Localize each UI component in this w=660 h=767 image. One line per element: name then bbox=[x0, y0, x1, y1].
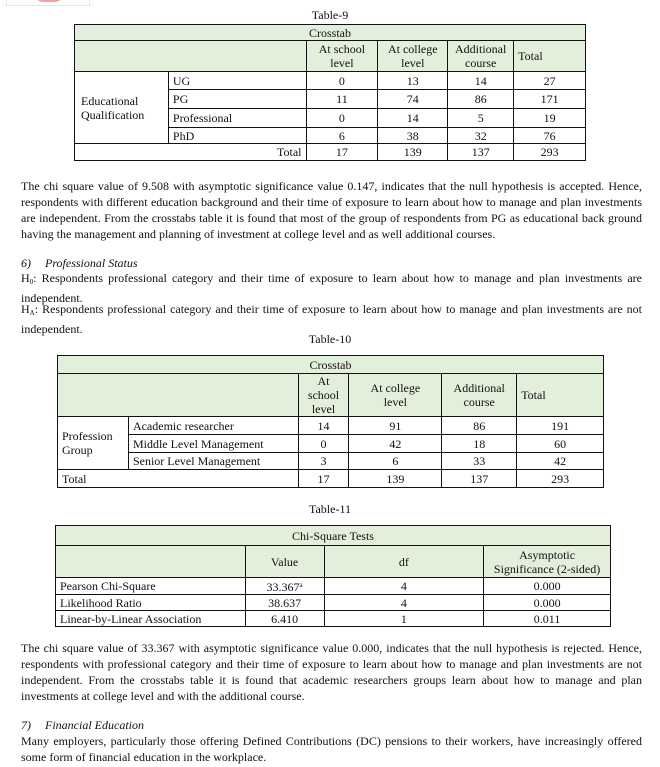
cell: 0.000 bbox=[484, 595, 611, 611]
cell: 137 bbox=[442, 470, 517, 488]
table-row bbox=[56, 611, 611, 627]
table11-col-df: df bbox=[324, 546, 484, 578]
table-row bbox=[58, 435, 604, 453]
table10-col-total: Total bbox=[517, 374, 604, 417]
cell: 17 bbox=[306, 144, 378, 161]
table9-col-total: Total bbox=[514, 41, 586, 72]
cell: 33 bbox=[442, 453, 517, 470]
cell: 33.367$^a$ bbox=[245, 578, 324, 595]
row-label: Linear-by-Linear Association bbox=[56, 611, 246, 627]
cell: 0.011 bbox=[484, 611, 611, 627]
table9-group-label: Educational Qualification bbox=[75, 72, 169, 144]
row-label: Senior Level Management bbox=[128, 453, 298, 470]
table10-group-label: Profession Group bbox=[58, 417, 129, 470]
table11 bbox=[55, 525, 611, 627]
cell: 191 bbox=[517, 417, 604, 435]
cell: 27 bbox=[514, 72, 586, 90]
table10-corner bbox=[58, 374, 299, 417]
row-label: Pearson Chi-Square bbox=[56, 578, 246, 595]
cell: 76 bbox=[514, 128, 586, 144]
cell: 293 bbox=[514, 144, 586, 161]
section7-paragraph: Many employers, particularly those offering Defined Contributions (DC) pensions to their workers, have increasingly offered some form of financial education in the workplace. bbox=[21, 734, 642, 764]
cell: 14 bbox=[378, 109, 448, 128]
cell: 91 bbox=[349, 417, 442, 435]
cell: 42 bbox=[517, 453, 604, 470]
table10-col-school: At school level bbox=[298, 374, 349, 417]
logo-fragment bbox=[6, 0, 90, 6]
row-label: PhD bbox=[168, 128, 306, 144]
total-label: Total bbox=[75, 144, 307, 161]
paragraph-table11-interpretation: The chi square value of 33.367 with asymptotic significance value 0.000, indicates that the null hypothesis is rejected. Hence, respondents with professional category and their time of exposure to learn about how to manage and plan investments are not independent. From the crosstabs table it is found that academic researchers groups learn about how to manage and plan investments at college level and with the additional course. bbox=[21, 641, 642, 703]
table-row bbox=[56, 595, 611, 611]
row-label: Middle Level Management bbox=[128, 435, 298, 453]
cell: 86 bbox=[448, 90, 514, 109]
paragraph-table9-interpretation: The chi square value of 9.508 with asymptotic significance value 0.147, indicates that the null hypothesis is accepted. Hence, respondents with different education background and their time of exposure to learn about how to manage and plan investments are independent. From the crosstabs table it is found that most of the group of respondents from PG as educational back ground having the management and planning of investment at college level and as well additional courses. bbox=[21, 179, 642, 241]
cell: 6 bbox=[306, 128, 378, 144]
row-label: Professional bbox=[168, 109, 306, 128]
table9-corner bbox=[75, 41, 307, 72]
hypothesis-h0: $H_0$: Respondents professional category and their time of exposure to learn about how to manage and plan investments are independent. bbox=[21, 271, 642, 305]
table10-caption: Table-10 bbox=[308, 332, 352, 346]
cell: 139 bbox=[378, 144, 448, 161]
cell: 3 bbox=[298, 453, 349, 470]
cell: 293 bbox=[517, 470, 604, 488]
table-row bbox=[58, 453, 604, 470]
cell: 6.410 bbox=[245, 611, 324, 627]
cell: 0 bbox=[298, 435, 349, 453]
table10-col-college: At college level bbox=[349, 374, 442, 417]
cell: 38.637 bbox=[245, 595, 324, 611]
table9-col-college: At college level bbox=[378, 41, 448, 72]
cell: 139 bbox=[349, 470, 442, 488]
table-total-row bbox=[58, 470, 604, 488]
cell: 137 bbox=[448, 144, 514, 161]
table-row bbox=[56, 578, 611, 595]
table11-col-sig: Asymptotic Significance (2-sided) bbox=[484, 546, 611, 578]
section7-heading: 7) Financial Education bbox=[21, 718, 144, 732]
table10-title: Crosstab bbox=[58, 356, 604, 374]
cell: 0.000 bbox=[484, 578, 611, 595]
cell: 14 bbox=[448, 72, 514, 90]
table10 bbox=[57, 355, 604, 488]
cell: 5 bbox=[448, 109, 514, 128]
table-row bbox=[75, 72, 586, 90]
row-label: Academic researcher bbox=[128, 417, 298, 435]
table10-col-additional: Additional course bbox=[442, 374, 517, 417]
cell: 171 bbox=[514, 90, 586, 109]
row-label: Likelihood Ratio bbox=[56, 595, 246, 611]
cell: 42 bbox=[349, 435, 442, 453]
row-label: PG bbox=[168, 90, 306, 109]
cell: 0 bbox=[306, 109, 378, 128]
table9 bbox=[74, 24, 586, 161]
cell: 74 bbox=[378, 90, 448, 109]
cell: 86 bbox=[442, 417, 517, 435]
cell: 14 bbox=[298, 417, 349, 435]
table-total-row bbox=[75, 144, 586, 161]
cell: 19 bbox=[514, 109, 586, 128]
table9-col-additional: Additional course bbox=[448, 41, 514, 72]
hypothesis-ha: $H_A$: Respondents professional category and their time of exposure to learn about how to manage and plan investments are not independent. bbox=[21, 302, 642, 336]
table11-corner bbox=[56, 546, 246, 578]
section6-heading: 6) Professional Status bbox=[21, 256, 138, 270]
cell: 11 bbox=[306, 90, 378, 109]
cell: 38 bbox=[378, 128, 448, 144]
table9-caption: Table-9 bbox=[311, 8, 349, 22]
row-label: UG bbox=[168, 72, 306, 90]
table9-col-school: At school level bbox=[306, 41, 378, 72]
cell: 4 bbox=[324, 595, 484, 611]
cell: 32 bbox=[448, 128, 514, 144]
table11-col-value: Value bbox=[245, 546, 324, 578]
cell: 13 bbox=[378, 72, 448, 90]
cell: 1 bbox=[324, 611, 484, 627]
logo-mark-icon bbox=[35, 0, 63, 2]
cell: 4 bbox=[324, 578, 484, 595]
table-row bbox=[58, 417, 604, 435]
table9-title: Crosstab bbox=[75, 25, 586, 41]
cell: 18 bbox=[442, 435, 517, 453]
cell: 17 bbox=[298, 470, 349, 488]
table11-caption: Table-11 bbox=[308, 502, 352, 516]
cell: 0 bbox=[306, 72, 378, 90]
cell: 6 bbox=[349, 453, 442, 470]
cell: 60 bbox=[517, 435, 604, 453]
table11-title: Chi-Square Tests bbox=[56, 526, 611, 546]
total-label: Total bbox=[58, 470, 299, 488]
